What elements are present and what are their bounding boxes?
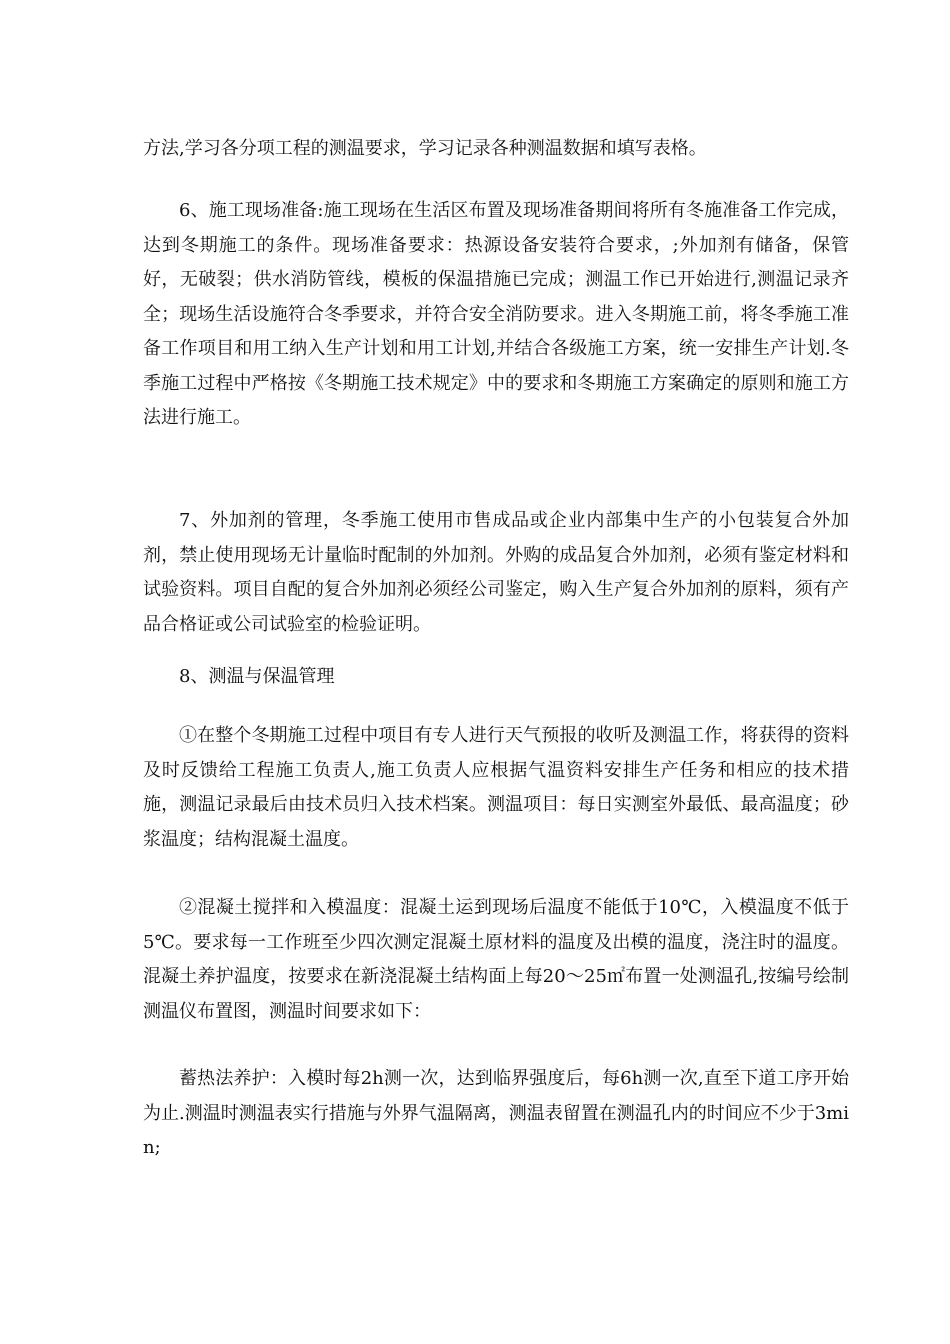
paragraph-site-preparation: 6、施工现场准备:施工现场在生活区布置及现场准备期间将所有冬施准备工作完成，达到冬期施工的条件。现场准备要求：热源设备安装符合要求，;外加剂有储备，保管好，无破裂；供水消防管线，模板的保温措施已完成；测温工作已开始进行,测温记录齐全；现场生活设施符合冬季要求，并符合安全消防要求。进入冬期施工前，将冬季施工准备工作项目和用工纳入生产计划和用工计划,并结合各级施工方案，统一安排生产计划.冬季施工过程中严格按《冬期施工技术规定》中的要求和冬期施工方案确定的原则和施工方法进行施工。	[143, 200, 849, 428]
paragraph-continuation: 方法,学习各分项工程的测温要求，学习记录各种测温数据和填写表格。	[143, 138, 707, 159]
paragraph-heat-storage-curing: 蓄热法养护：入模时每2h测一次，达到临界强度后，每6h测一次,直至下道工序开始为止.测温时测温表实行措施与外界气温隔离，测温表留置在测温孔内的时间应不少于3min;	[143, 1068, 849, 1158]
section-heading-temperature-management: 8、测温与保温管理	[179, 666, 335, 687]
paragraph-admixture-management: 7、外加剂的管理，冬季施工使用市售成品或企业内部集中生产的小包装复合外加剂，禁止使用现场无计量临时配制的外加剂。外购的成品复合外加剂，必须有鉴定材料和试验资料。项目自配的复合外加剂必须经公司鉴定，购入生产复合外加剂的原料，须有产品合格证或公司试验室的检验证明。	[143, 510, 849, 635]
paragraph-weather-monitoring: ①在整个冬期施工过程中项目有专人进行天气预报的收听及测温工作，将获得的资料及时反馈给工程施工负责人,施工负责人应根据气温资料安排生产任务和相应的技术措施，测温记录最后由技术员归入技术档案。测温项目：每日实测室外最低、最高温度；砂浆温度；结构混凝土温度。	[143, 725, 849, 850]
paragraph-concrete-temperature: ②混凝土搅拌和入模温度：混凝土运到现场后温度不能低于10℃，入模温度不低于5℃。要求每一工作班至少四次测定混凝土原材料的温度及出模的温度，浇注时的温度。混凝土养护温度，按要求在新浇混凝土结构面上每20～25㎡布置一处测温孔,按编号绘制测温仪布置图，测温时间要求如下：	[143, 897, 849, 1022]
